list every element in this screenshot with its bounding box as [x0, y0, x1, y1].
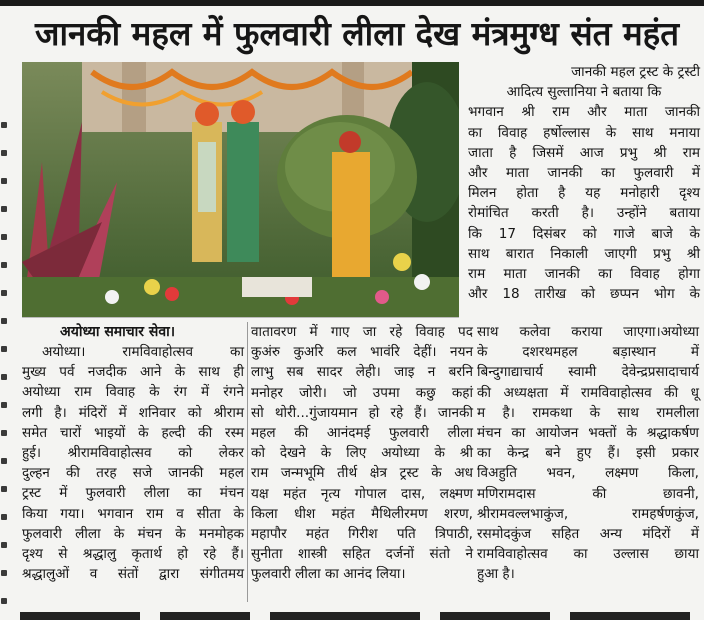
text-line: श्रीरामवल्लभाकुंज, रामहर्षणकुंज, — [477, 505, 699, 522]
article-column-2 — [251, 322, 473, 584]
next-headline-cropped — [0, 604, 704, 620]
text-line: मणिरामदास की छावनी, — [477, 485, 699, 502]
text-line: राम जन्मभूमि तीर्थ क्षेत्र ट्रस्ट के अध — [251, 465, 473, 482]
byline: अयोध्या समाचार सेवा। — [60, 324, 176, 340]
column-divider — [247, 322, 248, 602]
text-line: किया गया। भगवान राम व सीता के — [22, 505, 244, 522]
text-line: वातावरण में गाए जा रहे विवाह पद — [251, 324, 473, 340]
text-line: रोमांचित करती है। उन्होंने बताया — [468, 205, 700, 222]
text-line: सुनीता शास्त्री सहित दर्जनों संतो ने — [251, 546, 473, 563]
text-line: दुल्हन की तरह सजे जानकी महल — [22, 465, 244, 482]
text-line: मनोहर जोरी। जो उपमा कछु कहां — [251, 384, 473, 401]
text-line: हुआ है। — [477, 566, 515, 583]
text-line: किला धीश महंत मैथिलीरमण शरण, — [251, 505, 473, 522]
text-line: अयोध्या राम विवाह के रंग में रंगने — [22, 384, 244, 401]
article-column-1 — [22, 342, 244, 584]
text-line: फुलवारी लीला के मंचन के मनमोहक — [22, 525, 244, 542]
text-line: साथ बारात निकाली जाएगी प्रभु श्री — [468, 245, 700, 262]
text-line: लगी है। मंदिरों में शनिवार को श्रीराम — [22, 404, 244, 421]
text-line: और माता जानकी का फुलवारी में — [468, 164, 700, 181]
text-line: बिन्दुगाद्याचार्य स्वामी देवेन्द्रप्रसादाचार्य — [477, 364, 699, 381]
text-line: साथ कलेवा कराया जाएगा।अयोध्या — [477, 324, 699, 340]
text-line: भगवान श्री राम और माता जानकी — [468, 104, 700, 121]
article-lead-column — [468, 62, 700, 304]
text-line: के दशरथमहल बड़ास्थान में — [477, 344, 699, 361]
headline: जानकी महल में फुलवारी लीला देख मंत्रमुग्ध संत महंत — [34, 14, 680, 53]
cropped-text-shapes — [0, 604, 704, 620]
text-line: महल की आनंदमई फुलवारी लीला — [251, 424, 473, 441]
text-line: जानकी महल ट्रस्ट के ट्रस्टी — [571, 64, 700, 80]
text-line: रामविवाहोत्सव का उल्लास छाया — [477, 546, 699, 563]
top-rule — [0, 0, 704, 6]
text-line: आदित्य सुल्तानिया ने बताया कि — [506, 84, 662, 101]
text-line: मुख्य पर्व नजदीक आने के साथ ही — [22, 364, 244, 381]
text-line: यक्ष महंत नृत्य गोपाल दास, लक्ष्मण — [251, 485, 473, 502]
text-line: कुअंरु कुअरि कल भावंरि देहीं। नयन — [251, 344, 473, 361]
article-column-3 — [477, 322, 699, 584]
text-line: जाता है जिसमें आज प्रभु श्री राम — [468, 144, 700, 161]
text-line: हुई। श्रीरामविवाहोत्सव को लेकर — [22, 444, 244, 461]
text-line: राम माता जानकी का विवाह होगा — [468, 265, 700, 282]
text-line: समेत चारों भाइयों के हल्दी की रस्म — [22, 424, 244, 441]
text-line: ट्रस्ट में फुलवारी लीला का मंचन — [22, 485, 244, 502]
text-line: लाभु सब सादर लेही। जाइ न बरनि — [251, 364, 473, 381]
text-line: को देखने के लिए अयोध्या के श्री — [251, 445, 473, 462]
text-line: श्रद्धालुओं व संतों द्वारा संगीतमय — [22, 566, 244, 583]
text-line: विअहुति भवन, लक्ष्मण किला, — [477, 465, 699, 482]
text-line: और 18 तारीख को छप्पन भोग के — [468, 286, 700, 303]
text-line: कि 17 दिसंबर को गाजे बाजे के — [468, 225, 700, 242]
text-line: फुलवारी लीला का आनंद लिया। — [251, 566, 406, 583]
text-line: दृश्य से श्रद्धालु कृतार्थ हो रहे हैं। — [22, 545, 244, 562]
text-line: सो थोरी...गुंजायमान हो रहे हैं। जानकी — [251, 404, 473, 421]
text-line: मंचन का आयोजन भक्तों के श्रद्धाकर्षण — [477, 424, 699, 441]
adjacent-column-edge — [0, 60, 10, 620]
text-line: का विवाह हर्षोल्लास के साथ मनाया — [468, 124, 700, 141]
event-photo — [22, 62, 459, 318]
text-line: रसमोदकुंज सहित अन्य मंदिरों में — [477, 525, 699, 542]
text-line: अयोध्या। रामविवाहोत्सव का — [42, 344, 244, 360]
text-line: महापौर महंत गिरीश पति त्रिपाठी, — [251, 525, 473, 542]
text-line: म है। रामकथा के साथ रामलीला — [477, 404, 699, 421]
text-line: की अध्यक्षता में रामविवाहोत्सव की धू — [477, 384, 699, 401]
text-line: का केन्द्र बने हुए हैं। इसी प्रकार — [477, 445, 699, 462]
photo-illustration — [22, 62, 459, 317]
text-line: मिलन होता है यह मनोहारी दृश्य — [468, 185, 700, 202]
